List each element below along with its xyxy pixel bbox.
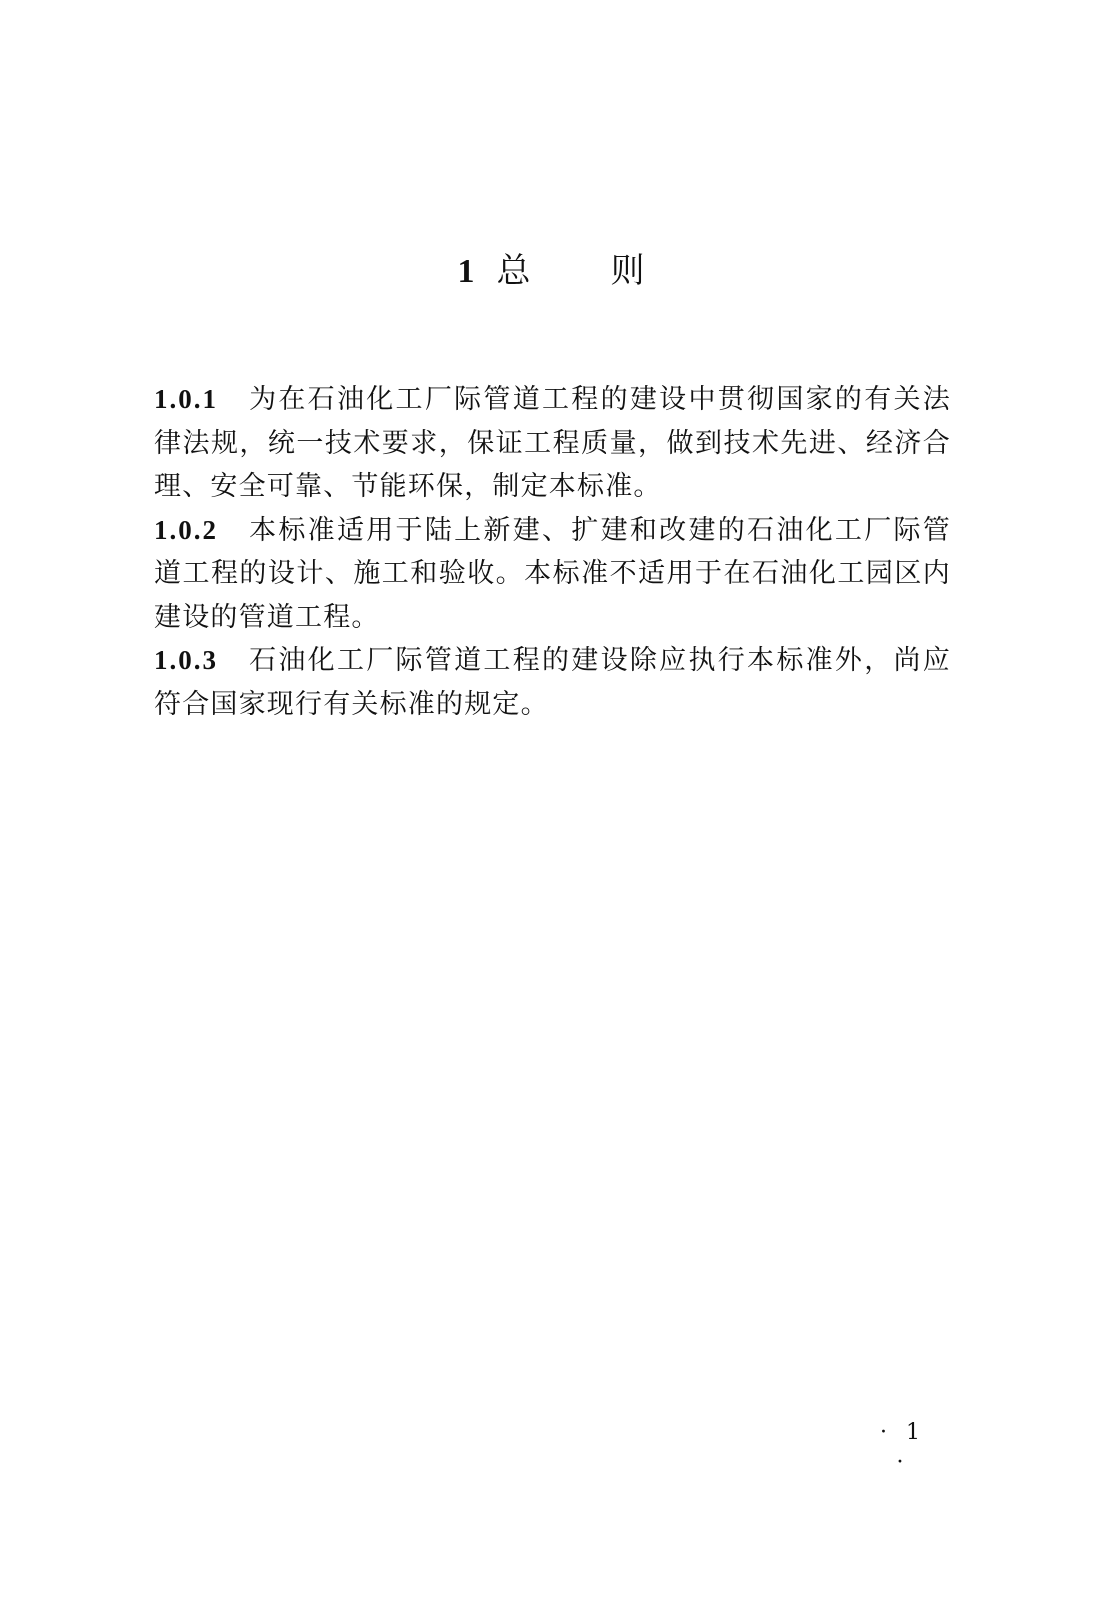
clause-number: 1.0.3 xyxy=(154,645,218,675)
chapter-title: 总则 xyxy=(496,251,725,291)
chapter-body xyxy=(154,378,951,726)
clause-1-0-1 xyxy=(154,378,951,509)
chapter-number: 1 xyxy=(457,253,475,290)
clause-text: 石油化工厂际管道工程的建设除应执行本标准外，尚应符合国家现行有关标准的规定。 xyxy=(154,645,951,720)
clause-text: 本标准适用于陆上新建、扩建和改建的石油化工厂际管道工程的设计、施工和验收。本标准不适用于在石油化工园区内建设的管道工程。 xyxy=(154,514,951,633)
clause-1-0-2 xyxy=(154,509,951,640)
page-number: · 1 · xyxy=(880,1420,926,1475)
chapter-heading xyxy=(0,246,1102,297)
clause-text: 为在石油化工厂际管道工程的建设中贯彻国家的有关法律法规，统一技术要求，保证工程质量，做到技术先进、经济合理、安全可靠、节能环保，制定本标准。 xyxy=(154,384,951,502)
clause-1-0-3 xyxy=(154,639,951,726)
clause-number: 1.0.1 xyxy=(154,384,218,414)
clause-number: 1.0.2 xyxy=(154,514,218,545)
